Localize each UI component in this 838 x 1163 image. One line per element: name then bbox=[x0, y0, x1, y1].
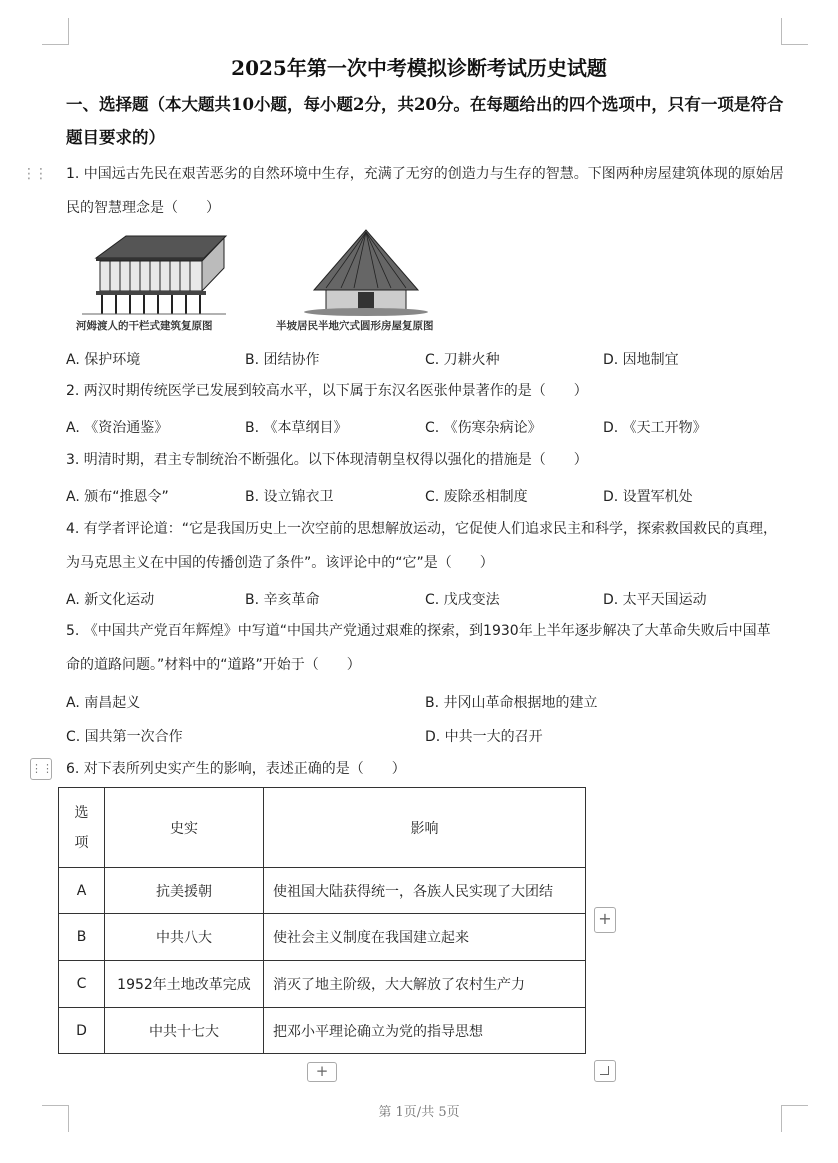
table-row bbox=[59, 868, 586, 914]
question-4-stem: 4. 有学者评论道：“它是我国历史上一次空前的思想解放运动，它促使人们追求民主和科学，探索救国救民的真理，为马克思主义在中国的传播创造了条件”。该评论中的“它”是（ ） bbox=[66, 521, 778, 571]
row-d-option: D bbox=[59, 1008, 105, 1054]
drag-handle-icon[interactable]: ⋮⋮ bbox=[22, 166, 46, 182]
q1-option-b[interactable]: B. 团结协作 bbox=[245, 352, 320, 368]
stilt-house-caption: 河姆渡人的干栏式建筑复原图 bbox=[76, 320, 213, 332]
add-column-button[interactable]: + bbox=[594, 907, 616, 933]
question-6-stem: 6. 对下表所列史实产生的影响，表述正确的是（ ） bbox=[66, 761, 406, 777]
round-house-caption: 半坡居民半地穴式圆形房屋复原图 bbox=[276, 320, 434, 332]
row-c-impact: 消灭了地主阶级，大大解放了农村生产力 bbox=[264, 961, 586, 1008]
row-b-fact: 中共八大 bbox=[105, 914, 264, 961]
question-1-stem: 1. 中国远古先民在艰苦恶劣的自然环境中生存，充满了无穷的创造力与生存的智慧。下图两种房屋建筑体现的原始居民的智慧理念是（ ） bbox=[66, 166, 784, 216]
q4-option-d[interactable]: D. 太平天国运动 bbox=[603, 592, 707, 608]
history-table bbox=[58, 787, 586, 1054]
table-row bbox=[59, 914, 586, 961]
q2-option-a[interactable]: A. 《资治通鉴》 bbox=[66, 420, 169, 436]
q3-option-b[interactable]: B. 设立锦衣卫 bbox=[245, 489, 334, 505]
section-heading: 一、选择题（本大题共10小题，每小题2分，共20分。在每题给出的四个选项中，只有一项是符合题目要求的） bbox=[66, 95, 784, 147]
header-fact: 史实 bbox=[105, 788, 264, 868]
row-a-option: A bbox=[59, 868, 105, 914]
q1-option-d[interactable]: D. 因地制宜 bbox=[603, 352, 679, 368]
header-option: 选 项 bbox=[59, 788, 105, 868]
q4-option-a[interactable]: A. 新文化运动 bbox=[66, 592, 155, 608]
table-row bbox=[59, 1008, 586, 1054]
q3-option-a[interactable]: A. 颁布“推恩令” bbox=[66, 489, 169, 505]
row-a-fact: 抗美援朝 bbox=[105, 868, 264, 914]
table-move-handle-icon[interactable]: ⋮⋮ bbox=[30, 758, 52, 780]
q5-option-b[interactable]: B. 井冈山革命根据地的建立 bbox=[425, 695, 598, 711]
q3-option-d[interactable]: D. 设置军机处 bbox=[603, 489, 693, 505]
question-5-stem: 5. 《中国共产党百年辉煌》中写道“中国共产党通过艰难的探索，到1930年上半年逐步解决了大革命失败后中国革命的道路问题。”材料中的“道路”开始于（ ） bbox=[66, 623, 771, 673]
q2-option-d[interactable]: D. 《天工开物》 bbox=[603, 420, 707, 436]
q5-option-c[interactable]: C. 国共第一次合作 bbox=[66, 729, 183, 745]
stilt-house-image bbox=[76, 228, 236, 318]
page-title: 2025年第一次中考模拟诊断考试历史试题 bbox=[231, 56, 607, 80]
table-header-row bbox=[59, 788, 586, 868]
row-b-option: B bbox=[59, 914, 105, 961]
q2-option-c[interactable]: C. 《伤寒杂病论》 bbox=[425, 420, 542, 436]
row-d-fact: 中共十七大 bbox=[105, 1008, 264, 1054]
table-resize-icon[interactable] bbox=[594, 1060, 616, 1082]
q4-option-b[interactable]: B. 辛亥革命 bbox=[245, 592, 320, 608]
table-row bbox=[59, 961, 586, 1008]
question-2-stem: 2. 两汉时期传统医学已发展到较高水平，以下属于东汉名医张仲景著作的是（ ） bbox=[66, 383, 588, 399]
crop-mark-top-right bbox=[781, 18, 808, 45]
row-c-fact: 1952年土地改革完成 bbox=[105, 961, 264, 1008]
q1-option-a[interactable]: A. 保护环境 bbox=[66, 352, 141, 368]
header-impact: 影响 bbox=[264, 788, 586, 868]
row-b-impact: 使社会主义制度在我国建立起来 bbox=[264, 914, 586, 961]
row-a-impact: 使祖国大陆获得统一，各族人民实现了大团结 bbox=[264, 868, 586, 914]
row-c-option: C bbox=[59, 961, 105, 1008]
page-footer: 第 1页/共 5页 bbox=[378, 1105, 460, 1120]
q3-option-c[interactable]: C. 废除丞相制度 bbox=[425, 489, 528, 505]
q1-option-c[interactable]: C. 刀耕火种 bbox=[425, 352, 500, 368]
q4-option-c[interactable]: C. 戊戌变法 bbox=[425, 592, 500, 608]
q5-option-d[interactable]: D. 中共一大的召开 bbox=[425, 729, 543, 745]
crop-mark-top-left bbox=[42, 18, 69, 45]
q5-option-a[interactable]: A. 南昌起义 bbox=[66, 695, 141, 711]
row-d-impact: 把邓小平理论确立为党的指导思想 bbox=[264, 1008, 586, 1054]
q2-option-b[interactable]: B. 《本草纲目》 bbox=[245, 420, 348, 436]
question-3-stem: 3. 明清时期，君主专制统治不断强化。以下体现清朝皇权得以强化的措施是（ ） bbox=[66, 452, 588, 468]
round-house-image bbox=[296, 228, 436, 318]
add-row-button[interactable]: + bbox=[307, 1062, 337, 1082]
